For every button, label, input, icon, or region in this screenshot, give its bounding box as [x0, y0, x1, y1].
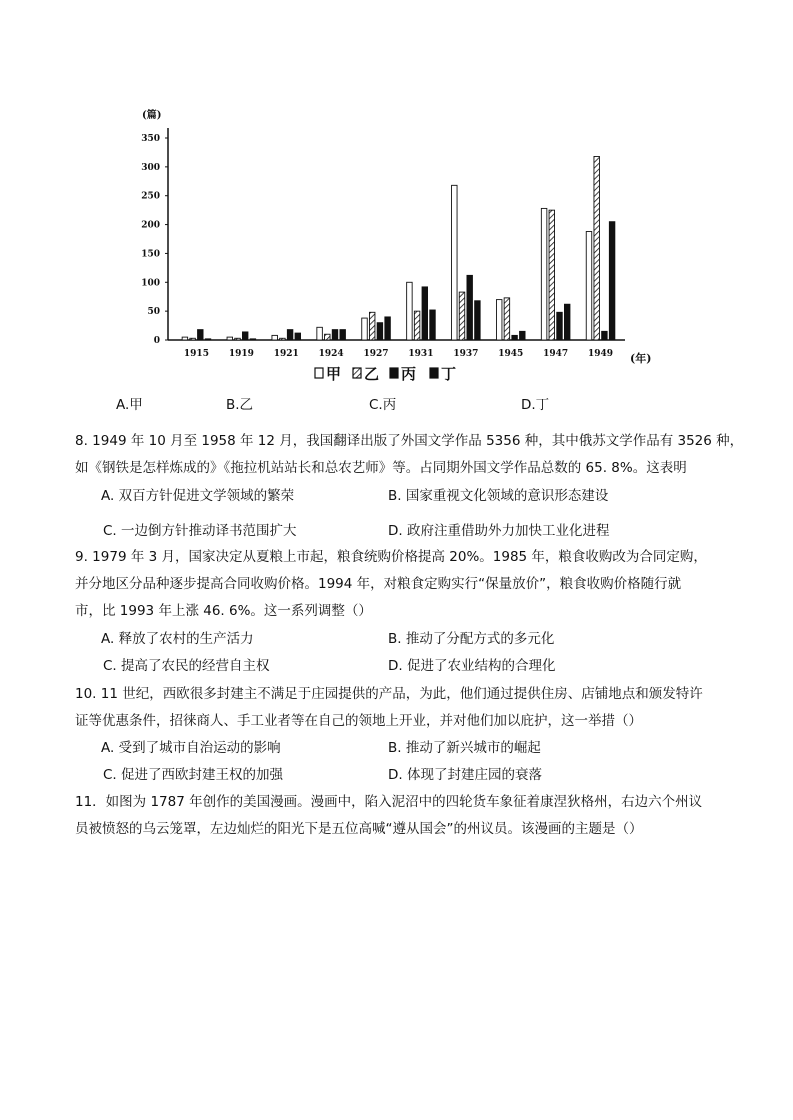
bar-甲-1924 [317, 327, 323, 340]
bar-乙-1949 [594, 156, 600, 340]
q7-option-b[interactable]: B.乙 [226, 397, 254, 413]
bar-乙-1919 [235, 338, 241, 340]
bar-丙-1924 [332, 330, 338, 340]
q9-option-c[interactable]: C. 提高了农民的经营自主权 [103, 658, 270, 674]
q8-option-c[interactable]: C. 一边倒方针推动译书范围扩大 [103, 523, 297, 539]
bar-chart [130, 100, 660, 390]
legend [315, 365, 456, 383]
bar-丁-1927 [385, 317, 391, 340]
y-tick-label: 0 [153, 336, 160, 346]
q9-stem-line2: 并分地区分品种逐步提高合同收购价格。1994 年，对粮食定购实行“保量放价”，粮食收购价格随行就 [75, 576, 682, 592]
y-ticks [141, 134, 168, 346]
y-tick-label: 300 [141, 162, 160, 173]
x-tick-label: 1919 [228, 349, 254, 359]
bar-乙-1945 [504, 298, 510, 340]
x-tick-label: 1947 [543, 349, 569, 359]
x-tick-label: 1931 [408, 349, 434, 359]
q9-option-a[interactable]: A. 释放了农村的生产活力 [101, 631, 254, 647]
x-tick-label: 1945 [498, 349, 524, 359]
q10-option-d[interactable]: D. 体现了封建庄园的衰落 [388, 767, 542, 783]
bar-乙-1924 [325, 334, 331, 340]
bar-甲-1947 [541, 208, 547, 340]
q7-option-a[interactable]: A.甲 [116, 397, 143, 413]
axes [168, 128, 625, 340]
bar-丙-1915 [198, 330, 204, 340]
q10-option-a[interactable]: A. 受到了城市自治运动的影响 [101, 740, 281, 756]
q10-option-b[interactable]: B. 推动了新兴城市的崛起 [388, 740, 541, 756]
q10-option-c[interactable]: C. 促进了西欧封建王权的加强 [103, 767, 284, 783]
bar-丙-1927 [377, 323, 383, 340]
bar-丙-1949 [602, 331, 608, 340]
q8-stem-line1: 8. 1949 年 10 月至 1958 年 12 月，我国翻译出版了外国文学作品 5356 种，其中俄苏文学作品有 3526 种， [75, 433, 744, 449]
bar-丙-1945 [512, 335, 517, 340]
q9-stem-line3: 市，比 1993 年上涨 46. 6%。这一系列调整（） [75, 603, 372, 619]
bar-甲-1931 [407, 282, 413, 340]
legend-label-乙: 乙 [364, 365, 380, 383]
bar-甲-1927 [362, 318, 368, 340]
y-tick-label: 50 [147, 307, 160, 318]
bar-丁-1915 [205, 339, 211, 340]
y-axis-label: (篇) [142, 110, 162, 121]
q10-stem-line1: 10. 11 世纪，西欧很多封建主不满足于庄园提供的产品，为此，他们通过提供住房、店铺地点和颁发特许 [75, 686, 703, 702]
bar-乙-1921 [280, 338, 286, 340]
y-tick-label: 150 [141, 249, 160, 260]
x-tick-label: 1915 [183, 349, 209, 359]
q8-option-a[interactable]: A. 双百方针促进文学领域的繁荣 [101, 488, 295, 504]
legend-label-甲: 甲 [326, 365, 342, 383]
x-tick-label: 1924 [318, 349, 344, 359]
bar-甲-1937 [452, 185, 458, 340]
bar-丁-1949 [609, 222, 615, 340]
bar-甲-1949 [586, 231, 592, 340]
bar-丙-1919 [242, 332, 248, 340]
bars [182, 156, 615, 340]
bar-丁-1945 [520, 331, 526, 340]
bar-丁-1931 [430, 310, 436, 340]
bar-丁-1924 [340, 330, 346, 340]
bar-甲-1915 [182, 337, 188, 340]
q10-stem-line2: 证等优惠条件，招徕商人、手工业者等在自己的领地上开业，并对他们加以庇护，这一举措（） [75, 713, 642, 729]
bar-丁-1947 [564, 304, 570, 340]
y-tick-label: 100 [141, 278, 160, 289]
q11-stem-line1: 11．如图为 1787 年创作的美国漫画。漫画中，陷入泥沼中的四轮货车象征着康涅狄格州，右边六个州议 [75, 794, 703, 810]
x-tick-label: 1949 [588, 349, 614, 359]
bar-丙-1947 [557, 312, 563, 340]
q9-stem-line1: 9. 1979 年 3 月，国家决定从夏粮上市起，粮食统购价格提高 20%。1985 年，粮食收购改为合同定购， [75, 549, 707, 565]
legend-swatch-丁 [430, 368, 438, 378]
bar-甲-1919 [227, 337, 233, 340]
legend-label-丁: 丁 [441, 365, 457, 383]
q8-option-b[interactable]: B. 国家重视文化领域的意识形态建设 [388, 488, 609, 504]
bar-乙-1931 [414, 311, 420, 340]
q9-option-b[interactable]: B. 推动了分配方式的多元化 [388, 631, 555, 647]
bar-乙-1947 [549, 210, 555, 340]
bar-乙-1927 [369, 312, 375, 340]
bar-丙-1921 [287, 330, 293, 340]
legend-swatch-甲 [315, 368, 323, 378]
bar-丙-1931 [422, 287, 428, 340]
bar-丁-1937 [475, 301, 481, 340]
x-ticks [184, 349, 613, 359]
q7-option-c[interactable]: C.丙 [369, 397, 397, 413]
bar-乙-1937 [459, 292, 465, 340]
q7-option-d[interactable]: D.丁 [521, 397, 550, 413]
q11-stem-line2: 员被愤怒的乌云笼罩，左边灿烂的阳光下是五位高喊“遵从国会”的州议员。该漫画的主题是（） [75, 821, 643, 837]
x-tick-label: 1927 [363, 349, 389, 359]
y-tick-label: 200 [141, 220, 160, 231]
y-tick-label: 250 [141, 191, 160, 202]
bar-丁-1921 [295, 333, 301, 340]
bar-丙-1937 [467, 275, 473, 340]
bar-丁-1919 [250, 339, 256, 340]
q9-option-d[interactable]: D. 促进了农业结构的合理化 [388, 658, 556, 674]
bar-甲-1921 [272, 335, 278, 340]
legend-swatch-丙 [390, 368, 398, 378]
y-tick-label: 350 [141, 134, 160, 144]
bar-乙-1915 [190, 338, 196, 340]
x-axis-label: (年) [630, 352, 652, 365]
q8-stem-line2: 如《钢铁是怎样炼成的》《拖拉机站站长和总农艺师》等。占同期外国文学作品总数的 65. 8%。这表明 [75, 460, 687, 476]
x-tick-label: 1921 [273, 349, 299, 359]
legend-label-丙: 丙 [401, 365, 417, 383]
legend-swatch-乙 [353, 368, 361, 378]
x-tick-label: 1937 [453, 349, 479, 359]
bar-甲-1945 [496, 300, 502, 340]
q8-option-d[interactable]: D. 政府注重借助外力加快工业化进程 [388, 523, 610, 539]
